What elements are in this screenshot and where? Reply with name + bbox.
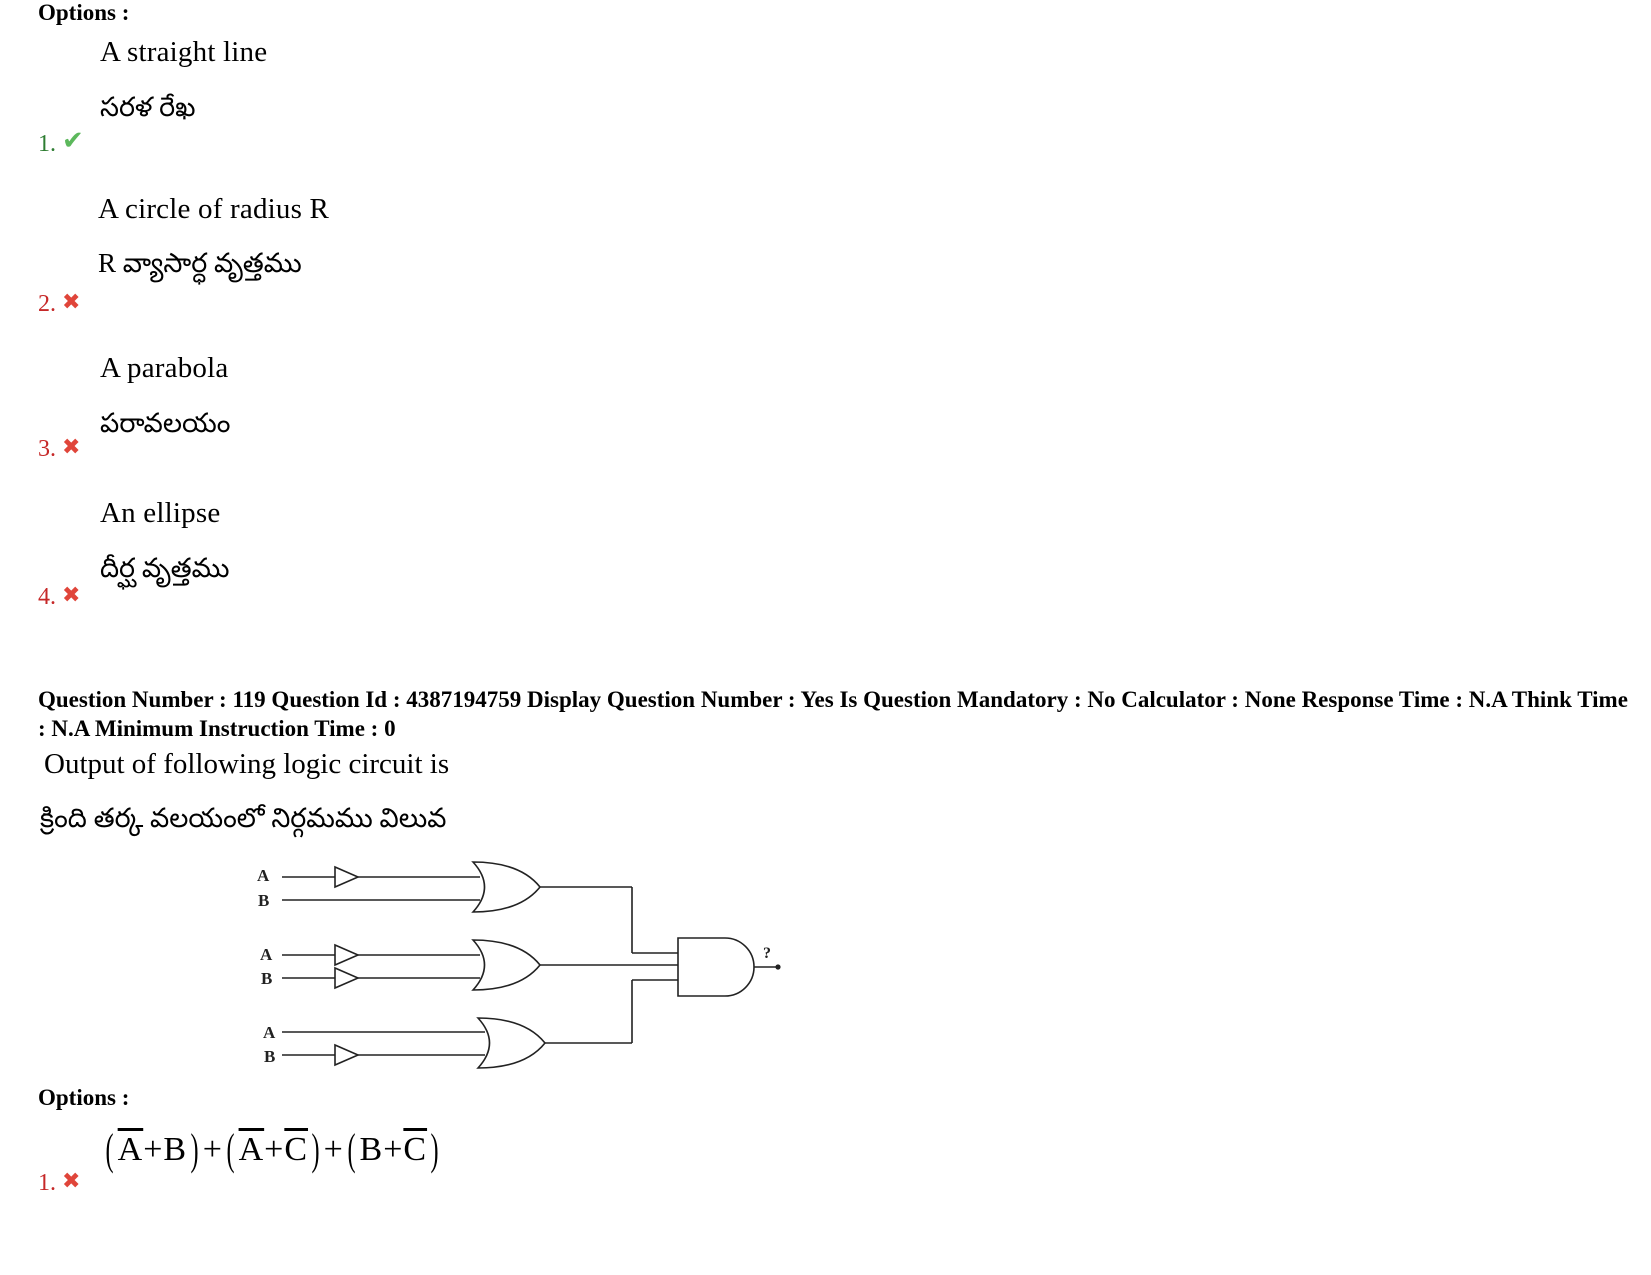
buffer-gate xyxy=(335,945,358,965)
question-meta: Question Number : 119 Question Id : 4387194759 Display Question Number : Yes Is Question Mandatory : No Calculator : None Response Time : N.A Think Time : N.A Minimum Instruction Time : 0 xyxy=(38,687,1628,741)
buffer-gate xyxy=(335,968,358,988)
option-1-text-en: A straight line xyxy=(100,36,268,68)
label-g2-b: B xyxy=(261,969,273,988)
formula-term: $\overline{A}$ xyxy=(117,1131,144,1168)
bottom-option-1-marker xyxy=(38,1168,80,1197)
cross-icon: ✖ xyxy=(62,289,81,314)
option-4-text-te: దీర్ఘ వృత్తము xyxy=(100,553,230,583)
or-gate-2 xyxy=(473,940,540,990)
option-number: 1. xyxy=(38,131,56,157)
option-number: 4. xyxy=(38,584,56,610)
cross-icon: ✖ xyxy=(62,582,81,607)
option-3-text-te: పరావలయం xyxy=(100,408,231,438)
or-gate-1 xyxy=(473,862,540,912)
and-gate xyxy=(678,938,754,996)
option-number: 3. xyxy=(38,436,56,462)
option-1-text-te: సరళ రేఖ xyxy=(100,92,196,122)
buffer-gate xyxy=(335,867,358,887)
option-4-text-en: An ellipse xyxy=(100,497,221,529)
formula-op: + xyxy=(323,1131,344,1168)
formula-op: + xyxy=(202,1131,223,1168)
option-1-marker xyxy=(38,126,84,158)
label-g1-b: B xyxy=(258,891,270,910)
formula-term: +B xyxy=(143,1131,188,1168)
formula-term: $\overline{C}$ xyxy=(284,1131,309,1168)
option-1-formula: ( $\overline{A}+B$) +( $\overline{A}+\overline{C}$) +( $B+\overline{C}$) xyxy=(105,1125,440,1174)
option-2-marker xyxy=(38,289,80,318)
formula-term: $\overline{A}$ xyxy=(238,1131,265,1168)
buffer-gate xyxy=(335,1045,358,1065)
label-g1-a: A xyxy=(257,866,270,885)
options-label: Options : xyxy=(38,0,130,25)
options-label-bottom: Options : xyxy=(38,1085,130,1110)
output-dot xyxy=(775,964,780,969)
check-icon: ✔ xyxy=(62,126,84,155)
option-2-text-en: A circle of radius R xyxy=(98,193,330,225)
option-number: 2. xyxy=(38,291,56,317)
label-output: ? xyxy=(763,945,771,962)
question-text-en: Output of following logic circuit is xyxy=(44,748,450,780)
label-g2-a: A xyxy=(260,945,273,964)
option-number: 1. xyxy=(38,1170,56,1196)
question-text-te: క్రింది తర్క వలయంలో నిర్గమము విలువ xyxy=(40,803,447,833)
formula-op: + xyxy=(264,1131,285,1168)
option-3-text-en: A parabola xyxy=(100,352,229,384)
or-gate-3 xyxy=(478,1018,545,1068)
label-g3-b: B xyxy=(264,1047,276,1066)
option-4-marker xyxy=(38,582,80,611)
formula-term: B+ xyxy=(359,1131,404,1168)
option-2-text-te: R వ్యాసార్ధ వృత్తము xyxy=(98,248,302,278)
formula-term: $\overline{C}$ xyxy=(403,1131,428,1168)
cross-icon: ✖ xyxy=(62,1168,81,1193)
label-g3-a: A xyxy=(263,1023,276,1042)
logic-circuit-diagram xyxy=(240,850,800,1075)
option-3-marker xyxy=(38,434,80,463)
cross-icon: ✖ xyxy=(62,434,81,459)
